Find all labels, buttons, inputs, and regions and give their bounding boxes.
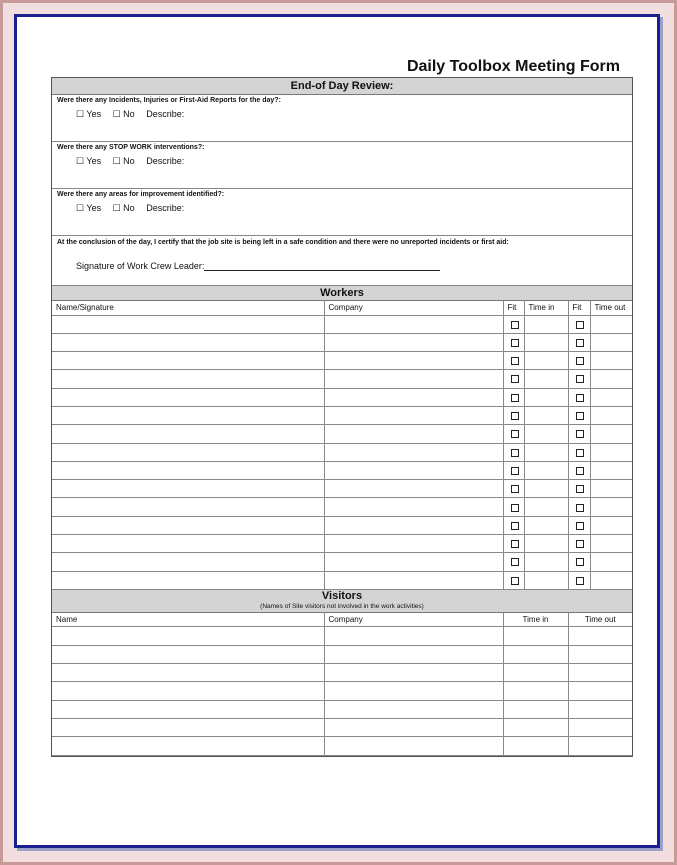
time-out-cell[interactable] bbox=[590, 498, 632, 516]
fit-in-checkbox-cell[interactable] bbox=[503, 333, 524, 351]
visitor-row bbox=[52, 645, 632, 663]
checkbox[interactable] bbox=[511, 577, 519, 585]
worker-name-cell[interactable] bbox=[52, 352, 324, 370]
worker-name-cell[interactable] bbox=[52, 333, 324, 351]
signature-field[interactable] bbox=[204, 261, 440, 271]
visitor-row bbox=[52, 718, 632, 736]
worker-row bbox=[52, 388, 632, 406]
checkbox[interactable] bbox=[511, 412, 519, 420]
workers-heading: Workers bbox=[52, 286, 632, 301]
visitor-name-cell[interactable] bbox=[52, 627, 324, 645]
time-out-cell[interactable] bbox=[590, 571, 632, 589]
time-in-cell[interactable] bbox=[524, 333, 568, 351]
fit-out-checkbox-cell[interactable] bbox=[568, 443, 590, 461]
yes-checkbox[interactable]: ☐ Yes bbox=[76, 156, 102, 166]
certification-block bbox=[52, 236, 632, 286]
visitor-row bbox=[52, 627, 632, 645]
time-in-cell[interactable] bbox=[524, 553, 568, 571]
visitor-time-in-cell[interactable] bbox=[503, 718, 568, 736]
question-text: Were there any STOP WORK interventions?: bbox=[57, 144, 205, 151]
checkbox[interactable] bbox=[576, 357, 584, 365]
question-options bbox=[76, 156, 193, 167]
worker-company-cell[interactable] bbox=[324, 571, 503, 589]
checkbox[interactable] bbox=[576, 430, 584, 438]
visitor-time-in-cell[interactable] bbox=[503, 737, 568, 755]
worker-name-cell[interactable] bbox=[52, 480, 324, 498]
visitor-name-cell[interactable] bbox=[52, 737, 324, 755]
worker-name-cell[interactable] bbox=[52, 388, 324, 406]
checkbox[interactable] bbox=[511, 504, 519, 512]
col-company: Company bbox=[324, 301, 503, 315]
time-out-cell[interactable] bbox=[590, 425, 632, 443]
worker-row bbox=[52, 333, 632, 351]
fit-in-checkbox-cell[interactable] bbox=[503, 571, 524, 589]
checkbox[interactable] bbox=[511, 522, 519, 530]
time-in-cell[interactable] bbox=[524, 571, 568, 589]
fit-in-checkbox-cell[interactable] bbox=[503, 516, 524, 534]
describe-label: Describe: bbox=[146, 156, 185, 166]
visitor-time-out-cell[interactable] bbox=[568, 700, 632, 718]
worker-row bbox=[52, 425, 632, 443]
fit-out-checkbox-cell[interactable] bbox=[568, 571, 590, 589]
describe-label: Describe: bbox=[146, 109, 185, 119]
yes-checkbox[interactable]: ☐ Yes bbox=[76, 203, 102, 213]
fit-out-checkbox-cell[interactable] bbox=[568, 315, 590, 333]
time-out-cell[interactable] bbox=[590, 535, 632, 553]
fit-out-checkbox-cell[interactable] bbox=[568, 370, 590, 388]
checkbox[interactable] bbox=[576, 339, 584, 347]
visitors-table bbox=[52, 613, 632, 756]
checkbox[interactable] bbox=[511, 485, 519, 493]
checkbox[interactable] bbox=[576, 522, 584, 530]
worker-company-cell[interactable] bbox=[324, 406, 503, 424]
visitor-name-cell[interactable] bbox=[52, 682, 324, 700]
worker-row bbox=[52, 461, 632, 479]
visitor-name-cell[interactable] bbox=[52, 700, 324, 718]
worker-row bbox=[52, 370, 632, 388]
checkbox[interactable] bbox=[576, 558, 584, 566]
worker-row bbox=[52, 553, 632, 571]
visitor-time-out-cell[interactable] bbox=[568, 737, 632, 755]
signature-label: Signature of Work Crew Leader: bbox=[76, 261, 205, 271]
time-out-cell[interactable] bbox=[590, 516, 632, 534]
describe-label: Describe: bbox=[146, 203, 185, 213]
checkbox[interactable] bbox=[576, 394, 584, 402]
fit-out-checkbox-cell[interactable] bbox=[568, 535, 590, 553]
fit-in-checkbox-cell[interactable] bbox=[503, 388, 524, 406]
visitors-heading-block bbox=[52, 590, 632, 613]
time-in-cell[interactable] bbox=[524, 461, 568, 479]
worker-company-cell[interactable] bbox=[324, 370, 503, 388]
worker-name-cell[interactable] bbox=[52, 406, 324, 424]
checkbox[interactable] bbox=[511, 430, 519, 438]
visitor-time-in-cell[interactable] bbox=[503, 664, 568, 682]
worker-row bbox=[52, 516, 632, 534]
col-fit-out: Fit bbox=[568, 301, 590, 315]
worker-company-cell[interactable] bbox=[324, 315, 503, 333]
col-time-out: Time out bbox=[568, 613, 632, 627]
time-in-cell[interactable] bbox=[524, 535, 568, 553]
fit-out-checkbox-cell[interactable] bbox=[568, 388, 590, 406]
fit-in-checkbox-cell[interactable] bbox=[503, 370, 524, 388]
time-in-cell[interactable] bbox=[524, 480, 568, 498]
fit-out-checkbox-cell[interactable] bbox=[568, 480, 590, 498]
question-incidents bbox=[52, 95, 632, 142]
time-out-cell[interactable] bbox=[590, 352, 632, 370]
time-in-cell[interactable] bbox=[524, 388, 568, 406]
worker-name-cell[interactable] bbox=[52, 315, 324, 333]
fit-in-checkbox-cell[interactable] bbox=[503, 461, 524, 479]
time-in-cell[interactable] bbox=[524, 443, 568, 461]
end-of-day-heading: End-of Day Review: bbox=[52, 78, 632, 95]
visitors-header-row bbox=[52, 613, 632, 627]
checkbox[interactable] bbox=[511, 339, 519, 347]
time-in-cell[interactable] bbox=[524, 498, 568, 516]
worker-row bbox=[52, 480, 632, 498]
time-out-cell[interactable] bbox=[590, 315, 632, 333]
time-in-cell[interactable] bbox=[524, 516, 568, 534]
visitor-time-out-cell[interactable] bbox=[568, 627, 632, 645]
fit-out-checkbox-cell[interactable] bbox=[568, 352, 590, 370]
checkbox[interactable] bbox=[576, 577, 584, 585]
worker-name-cell[interactable] bbox=[52, 553, 324, 571]
fit-out-checkbox-cell[interactable] bbox=[568, 406, 590, 424]
fit-in-checkbox-cell[interactable] bbox=[503, 352, 524, 370]
time-out-cell[interactable] bbox=[590, 480, 632, 498]
visitor-time-in-cell[interactable] bbox=[503, 700, 568, 718]
time-out-cell[interactable] bbox=[590, 370, 632, 388]
checkbox[interactable] bbox=[511, 540, 519, 548]
time-in-cell[interactable] bbox=[524, 370, 568, 388]
worker-company-cell[interactable] bbox=[324, 535, 503, 553]
checkbox[interactable] bbox=[576, 540, 584, 548]
question-text: Were there any areas for improvement identified?: bbox=[57, 191, 225, 198]
worker-company-cell[interactable] bbox=[324, 461, 503, 479]
signature-line bbox=[76, 261, 440, 271]
fit-in-checkbox-cell[interactable] bbox=[503, 406, 524, 424]
visitor-row bbox=[52, 737, 632, 755]
checkbox[interactable] bbox=[511, 394, 519, 402]
worker-row bbox=[52, 498, 632, 516]
checkbox[interactable] bbox=[576, 467, 584, 475]
fit-out-checkbox-cell[interactable] bbox=[568, 498, 590, 516]
visitor-company-cell[interactable] bbox=[324, 627, 503, 645]
visitor-name-cell[interactable] bbox=[52, 645, 324, 663]
visitor-company-cell[interactable] bbox=[324, 737, 503, 755]
checkbox[interactable] bbox=[576, 321, 584, 329]
worker-name-cell[interactable] bbox=[52, 571, 324, 589]
time-out-cell[interactable] bbox=[590, 443, 632, 461]
visitor-time-in-cell[interactable] bbox=[503, 645, 568, 663]
col-time-in: Time in bbox=[524, 301, 568, 315]
fit-in-checkbox-cell[interactable] bbox=[503, 443, 524, 461]
visitor-company-cell[interactable] bbox=[324, 682, 503, 700]
fit-out-checkbox-cell[interactable] bbox=[568, 516, 590, 534]
checkbox[interactable] bbox=[511, 321, 519, 329]
worker-name-cell[interactable] bbox=[52, 461, 324, 479]
col-time-in: Time in bbox=[503, 613, 568, 627]
worker-company-cell[interactable] bbox=[324, 425, 503, 443]
worker-name-cell[interactable] bbox=[52, 443, 324, 461]
time-in-cell[interactable] bbox=[524, 315, 568, 333]
worker-name-cell[interactable] bbox=[52, 425, 324, 443]
checkbox[interactable] bbox=[511, 449, 519, 457]
worker-row bbox=[52, 406, 632, 424]
worker-row bbox=[52, 315, 632, 333]
visitor-time-out-cell[interactable] bbox=[568, 718, 632, 736]
fit-in-checkbox-cell[interactable] bbox=[503, 553, 524, 571]
visitor-row bbox=[52, 700, 632, 718]
yes-checkbox[interactable]: ☐ Yes bbox=[76, 109, 102, 119]
question-options bbox=[76, 203, 193, 214]
col-fit-in: Fit bbox=[503, 301, 524, 315]
worker-name-cell[interactable] bbox=[52, 516, 324, 534]
col-time-out: Time out bbox=[590, 301, 632, 315]
checkbox[interactable] bbox=[576, 504, 584, 512]
visitor-name-cell[interactable] bbox=[52, 664, 324, 682]
visitor-row bbox=[52, 682, 632, 700]
question-improvement bbox=[52, 189, 632, 236]
no-checkbox[interactable]: ☐ No bbox=[112, 109, 135, 119]
worker-company-cell[interactable] bbox=[324, 553, 503, 571]
fit-in-checkbox-cell[interactable] bbox=[503, 425, 524, 443]
time-in-cell[interactable] bbox=[524, 352, 568, 370]
worker-row bbox=[52, 352, 632, 370]
worker-company-cell[interactable] bbox=[324, 480, 503, 498]
time-out-cell[interactable] bbox=[590, 553, 632, 571]
worker-name-cell[interactable] bbox=[52, 370, 324, 388]
checkbox[interactable] bbox=[576, 375, 584, 383]
visitor-time-out-cell[interactable] bbox=[568, 682, 632, 700]
checkbox[interactable] bbox=[576, 485, 584, 493]
question-options bbox=[76, 109, 193, 120]
fit-in-checkbox-cell[interactable] bbox=[503, 498, 524, 516]
worker-company-cell[interactable] bbox=[324, 498, 503, 516]
worker-company-cell[interactable] bbox=[324, 443, 503, 461]
worker-company-cell[interactable] bbox=[324, 516, 503, 534]
fit-in-checkbox-cell[interactable] bbox=[503, 535, 524, 553]
fit-in-checkbox-cell[interactable] bbox=[503, 480, 524, 498]
checkbox[interactable] bbox=[576, 412, 584, 420]
visitor-company-cell[interactable] bbox=[324, 645, 503, 663]
checkbox[interactable] bbox=[511, 375, 519, 383]
form-title: Daily Toolbox Meeting Form bbox=[406, 58, 620, 75]
visitor-company-cell[interactable] bbox=[324, 664, 503, 682]
worker-company-cell[interactable] bbox=[324, 388, 503, 406]
checkbox[interactable] bbox=[511, 558, 519, 566]
worker-row bbox=[52, 535, 632, 553]
worker-name-cell[interactable] bbox=[52, 498, 324, 516]
time-out-cell[interactable] bbox=[590, 388, 632, 406]
checkbox[interactable] bbox=[511, 467, 519, 475]
checkbox[interactable] bbox=[511, 357, 519, 365]
checkbox[interactable] bbox=[576, 449, 584, 457]
visitor-name-cell[interactable] bbox=[52, 718, 324, 736]
form-container bbox=[51, 77, 633, 757]
time-in-cell[interactable] bbox=[524, 406, 568, 424]
worker-row bbox=[52, 443, 632, 461]
worker-name-cell[interactable] bbox=[52, 535, 324, 553]
fit-out-checkbox-cell[interactable] bbox=[568, 461, 590, 479]
time-out-cell[interactable] bbox=[590, 461, 632, 479]
time-out-cell[interactable] bbox=[590, 406, 632, 424]
col-name-signature: Name/Signature bbox=[52, 301, 324, 315]
fit-out-checkbox-cell[interactable] bbox=[568, 333, 590, 351]
time-out-cell[interactable] bbox=[590, 333, 632, 351]
visitors-subheading: (Names of Site visitors not involved in the work activities) bbox=[260, 602, 424, 610]
question-text: Were there any Incidents, Injuries or First-Aid Reports for the day?: bbox=[57, 97, 281, 104]
visitor-row bbox=[52, 664, 632, 682]
time-in-cell[interactable] bbox=[524, 425, 568, 443]
certification-text: At the conclusion of the day, I certify that the job site is being left in a safe condition and there were no unreported incidents or first aid: bbox=[57, 239, 509, 246]
col-company: Company bbox=[324, 613, 503, 627]
no-checkbox[interactable]: ☐ No bbox=[112, 203, 135, 213]
fit-out-checkbox-cell[interactable] bbox=[568, 553, 590, 571]
no-checkbox[interactable]: ☐ No bbox=[112, 156, 135, 166]
fit-out-checkbox-cell[interactable] bbox=[568, 425, 590, 443]
question-stop-work bbox=[52, 142, 632, 189]
worker-company-cell[interactable] bbox=[324, 352, 503, 370]
workers-header-row bbox=[52, 301, 632, 315]
worker-row bbox=[52, 571, 632, 589]
fit-in-checkbox-cell[interactable] bbox=[503, 315, 524, 333]
visitor-time-out-cell[interactable] bbox=[568, 664, 632, 682]
col-name: Name bbox=[52, 613, 324, 627]
visitor-time-out-cell[interactable] bbox=[568, 645, 632, 663]
visitors-heading: Visitors bbox=[321, 589, 363, 602]
workers-table bbox=[52, 301, 632, 590]
visitor-company-cell[interactable] bbox=[324, 700, 503, 718]
visitor-time-in-cell[interactable] bbox=[503, 682, 568, 700]
visitor-company-cell[interactable] bbox=[324, 718, 503, 736]
visitor-time-in-cell[interactable] bbox=[503, 627, 568, 645]
worker-company-cell[interactable] bbox=[324, 333, 503, 351]
